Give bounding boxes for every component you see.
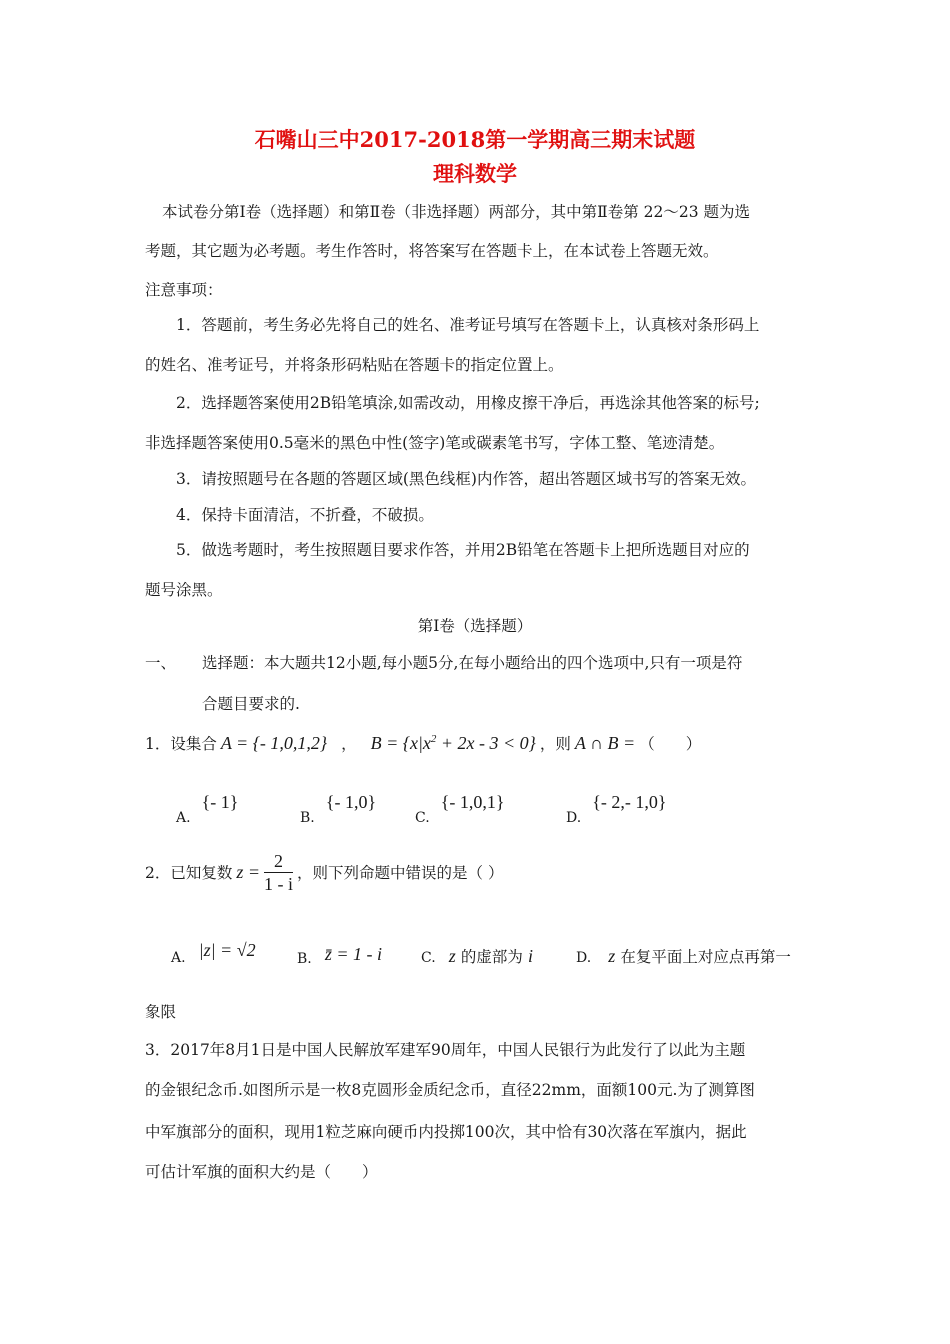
q3-line-1: 3．2017年8月1日是中国人民解放军建军90周年，中国人民银行为此发行了以此为主题 bbox=[145, 1041, 746, 1059]
q1-option-b bbox=[300, 792, 377, 826]
q1-set-b-part-1: B = {x|x bbox=[370, 733, 431, 753]
q2-option-a bbox=[171, 940, 256, 966]
q2-option-b-value: z̄ = 1 - i bbox=[324, 944, 382, 964]
q2-option-d-label: D. bbox=[576, 950, 592, 966]
q1-prefix: 1．设集合 bbox=[145, 734, 217, 753]
q2-option-b-label: B. bbox=[297, 951, 312, 967]
q2-option-d-wrap: 象限 bbox=[145, 1003, 177, 1021]
q2-z-equals: z = bbox=[236, 862, 261, 882]
q1-option-a bbox=[176, 792, 239, 826]
q2-prefix: 2．已知复数 bbox=[145, 863, 233, 882]
q3-line-2: 的金银纪念币.如图所示是一枚8克圆形金质纪念币，直径22mm，面额100元.为了测算图 bbox=[145, 1081, 755, 1099]
question-2 bbox=[145, 850, 503, 895]
q2-option-d-z: z bbox=[608, 946, 616, 966]
section-number: 一、 bbox=[145, 654, 177, 672]
intro-line-1: 本试卷分第Ⅰ卷（选择题）和第Ⅱ卷（非选择题）两部分，其中第Ⅱ卷第 22～23 题为选 bbox=[162, 203, 750, 221]
note-1-line-2: 的姓名、准考证号，并将条形码粘贴在答题卡的指定位置上。 bbox=[145, 356, 564, 374]
q2-option-c bbox=[421, 946, 533, 967]
note-2-line-1: 2．选择题答案使用2B铅笔填涂,如需改动，用橡皮擦干净后，再选涂其他答案的标号; bbox=[176, 394, 760, 412]
q2-option-d bbox=[576, 946, 791, 967]
q1-option-d-value: {- 2,- 1,0} bbox=[592, 792, 667, 812]
note-2-line-2: 非选择题答案使用0.5毫米的黑色中性(签字)笔或碳素笔书写，字体工整、笔迹清楚。 bbox=[145, 434, 725, 452]
q1-option-c-value: {- 1,0,1} bbox=[440, 792, 505, 812]
q2-suffix: ，则下列命题中错误的是（ ） bbox=[297, 863, 504, 882]
q1-option-d bbox=[566, 792, 667, 826]
question-1 bbox=[145, 733, 701, 754]
q1-set-b-part-2: + 2x - 3 < 0} bbox=[436, 733, 536, 753]
q2-numerator: 2 bbox=[264, 850, 293, 873]
q2-option-d-text: 在复平面上对应点再第一 bbox=[620, 948, 791, 966]
q1-option-c-label: C. bbox=[415, 810, 430, 826]
q1-option-b-label: B. bbox=[300, 810, 315, 826]
q1-option-c bbox=[415, 792, 505, 826]
q3-line-3: 中军旗部分的面积，现用1粒芝麻向硬币内投掷100次，其中恰有30次落在军旗内，据此 bbox=[145, 1123, 747, 1141]
q2-option-a-label: A. bbox=[171, 950, 186, 966]
q1-option-b-value: {- 1,0} bbox=[325, 792, 377, 812]
note-1-line-1: 1．答题前，考生务必先将自己的姓名、准考证号填写在答题卡上，认真核对条形码上 bbox=[176, 316, 760, 334]
q1-set-b bbox=[371, 733, 536, 754]
q2-fraction bbox=[264, 850, 293, 895]
note-5-line-1: 5．做选考题时，考生按照题目要求作答，并用2B铅笔在答题卡上把所选题目对应的 bbox=[176, 541, 750, 559]
q2-denominator: 1 - i bbox=[264, 874, 294, 894]
exam-title: 石嘴山三中2017-2018第一学期高三期末试题 bbox=[254, 127, 696, 152]
q1-ask-text: ，则 bbox=[539, 734, 571, 753]
exam-subtitle: 理科数学 bbox=[433, 161, 517, 186]
q1-exponent: 2 bbox=[430, 733, 437, 745]
q3-line-4: 可估计军旗的面积大约是（ ） bbox=[145, 1163, 378, 1181]
note-5-line-2: 题号涂黑。 bbox=[145, 581, 223, 599]
q1-option-a-value: {- 1} bbox=[201, 792, 239, 812]
q1-option-d-label: D. bbox=[566, 810, 582, 826]
note-3: 3．请按照题号在各题的答题区域(黑色线框)内作答，超出答题区域书写的答案无效。 bbox=[176, 470, 756, 488]
q2-option-c-label: C. bbox=[421, 950, 436, 966]
q2-option-c-i: i bbox=[527, 946, 533, 966]
q2-option-c-z: z bbox=[448, 946, 456, 966]
section-instruction-line-2: 合题目要求的. bbox=[202, 695, 300, 713]
q1-separator: ， bbox=[341, 734, 357, 753]
note-4: 4．保持卡面清洁，不折叠，不破损。 bbox=[176, 506, 434, 524]
section-instruction-line-1: 选择题：本大题共12小题,每小题5分,在每小题给出的四个选项中,只有一项是符 bbox=[202, 654, 743, 672]
part-1-heading: 第Ⅰ卷（选择题） bbox=[417, 617, 533, 635]
q2-option-c-text: 的虚部为 bbox=[460, 948, 523, 966]
intro-line-2: 考题，其它题为必考题。考生作答时，将答案写在答题卡上，在本试卷上答题无效。 bbox=[145, 242, 719, 260]
q2-option-a-value: |z| = √2 bbox=[198, 940, 256, 960]
q2-option-b bbox=[297, 944, 382, 965]
q1-set-a: A = {- 1,0,1,2} bbox=[220, 733, 328, 753]
q1-option-a-label: A. bbox=[176, 810, 191, 826]
notes-heading: 注意事项： bbox=[145, 281, 223, 299]
q1-intersection: A ∩ B = bbox=[574, 733, 636, 753]
q1-answer-blank: （ ） bbox=[639, 734, 702, 753]
